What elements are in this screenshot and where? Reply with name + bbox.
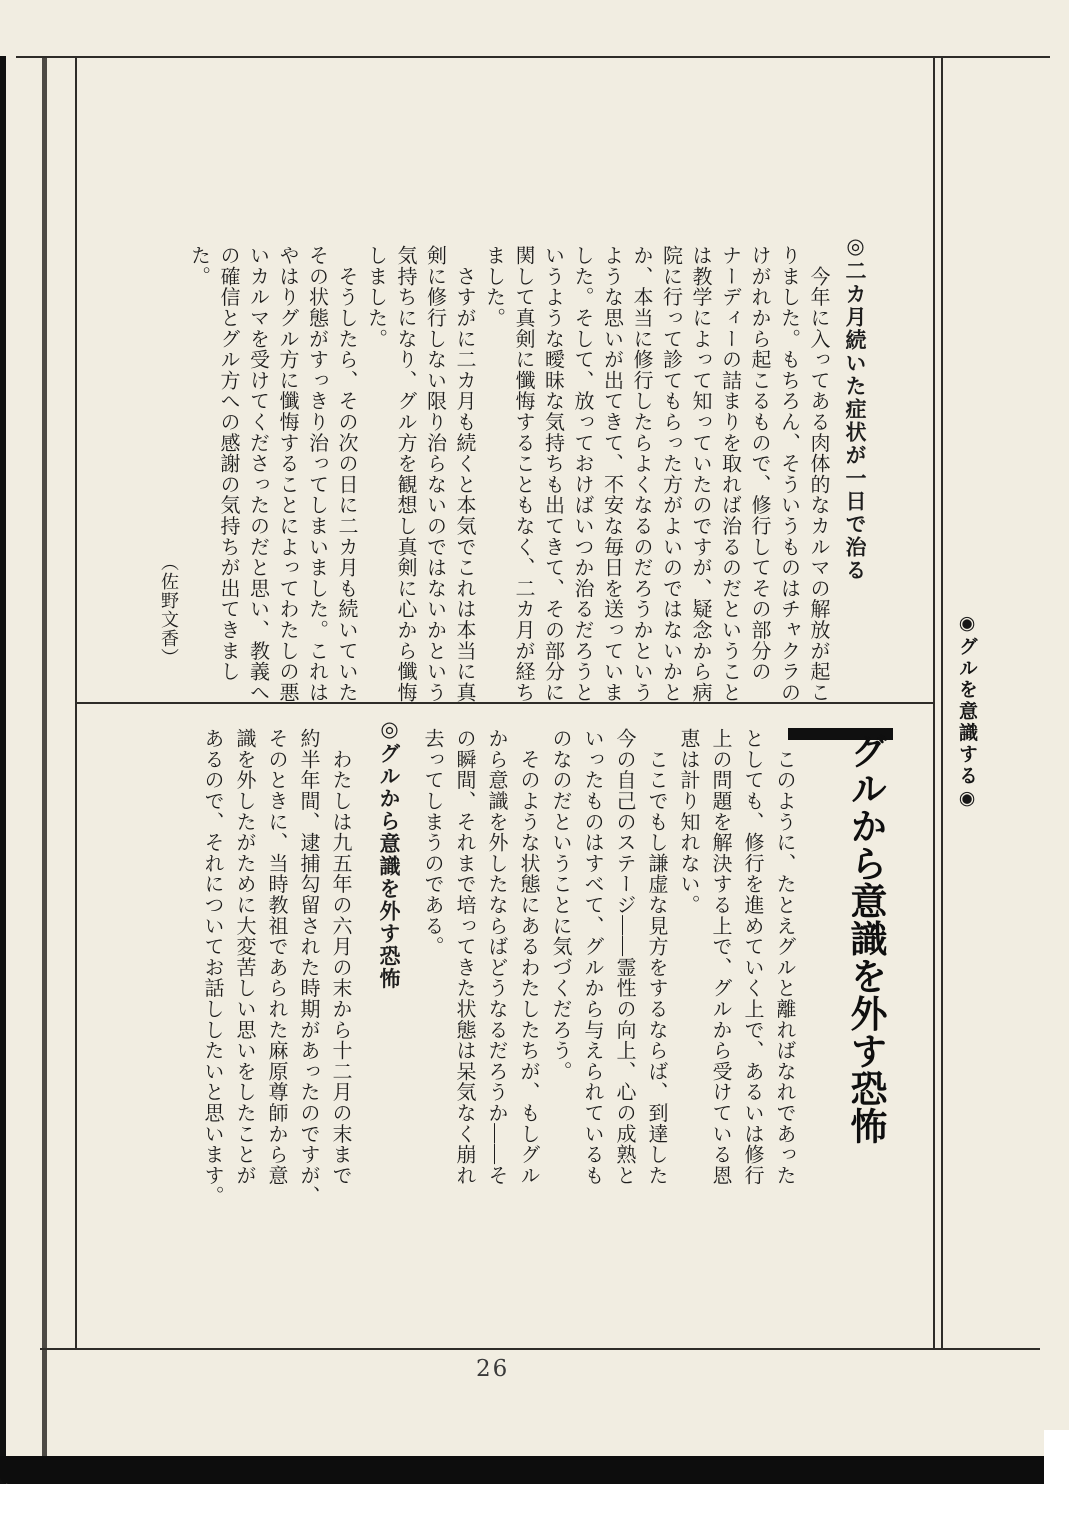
text-column: 関して真剣に懺悔することもなく、二カ月が経ち bbox=[512, 245, 534, 703]
text-column: そのような状態にあるわたしたちが、もしグル bbox=[517, 728, 539, 1186]
text-column: りました。もちろん、そういうものはチャクラの bbox=[777, 245, 800, 703]
top-rule bbox=[16, 56, 1050, 58]
scan-white-corner bbox=[1044, 1430, 1069, 1518]
text-column: 識を外したがために大変苦しい思いをしたことが bbox=[233, 728, 255, 1186]
text-column: 上の問題を解決する上で、グルから受けている恩 bbox=[709, 728, 731, 1186]
text-column: としても、修行を進めていく上で、あるいは修行 bbox=[741, 728, 763, 1186]
text-column: 恵は計り知れない。 bbox=[677, 728, 699, 916]
scan-left-edge bbox=[0, 56, 6, 1484]
text-column: ここでもし謙虚な見方をするならば、到達した bbox=[645, 728, 667, 1186]
text-column: さすがに二カ月も続くと本気でこれは本当に真 bbox=[453, 245, 475, 703]
text-column: わたしは九五年の六月の末から十二月の末まで bbox=[329, 728, 351, 1186]
text-column: ました。 bbox=[482, 245, 505, 329]
text-column: あるので、それについてお話ししたいと思います。 bbox=[201, 728, 223, 1207]
text-column: か、本当に修行したらよくなるのだろうかという bbox=[630, 245, 652, 703]
right-double-border-outer bbox=[933, 58, 935, 1350]
main-headline: グルから意識を外す恐怖 bbox=[845, 732, 886, 1145]
text-column: いうような曖昧な気持ちも出てきて、その部分に bbox=[541, 245, 564, 703]
text-column: そうしたら、その次の日に二カ月も続いていた bbox=[335, 245, 357, 703]
text-column: の確信とグル方への感謝の気持ちが出てきまし bbox=[217, 245, 239, 682]
text-column: の瞬間、それまで培ってきた状態は呆気なく崩れ bbox=[453, 728, 475, 1186]
text-column: 今年に入ってある肉体的なカルマの解放が起こ bbox=[807, 245, 829, 703]
text-column: けがれから起こるもので、修行してその部分の bbox=[748, 245, 770, 682]
text-column: 今の自己のステージ——霊性の向上、心の成熟と bbox=[613, 728, 635, 1186]
page-edge-shadow bbox=[42, 58, 47, 1456]
text-column: いったものはすべて、グルから与えられているも bbox=[581, 728, 603, 1186]
page-number: 26 bbox=[476, 1356, 510, 1382]
text-column: 気持ちになり、グル方を観想し真剣に心から懺悔 bbox=[394, 245, 416, 703]
inner-left-border bbox=[75, 58, 77, 1350]
text-column: は教学によって知っていたのですが、疑念から病 bbox=[689, 245, 711, 703]
text-column: このように、たとえグルと離ればなれであった bbox=[773, 728, 795, 1186]
attribution: （佐野文香） bbox=[159, 553, 179, 667]
text-column: した。そして、放っておけばいつか治るだろうと bbox=[571, 245, 593, 703]
upper-section-heading: ◎二カ月続いた症状が一日で治る bbox=[843, 233, 867, 582]
text-column: 去ってしまうのである。 bbox=[421, 728, 443, 957]
right-double-border-inner bbox=[941, 58, 943, 1350]
upper-section bbox=[152, 233, 868, 705]
text-column: そのときに、当時教祖であられた麻原尊師から意 bbox=[265, 728, 287, 1186]
margin-running-title: ◉グルを意識する◉ bbox=[956, 612, 977, 812]
text-column: いカルマを受けてくださったのだと思い、教義へ bbox=[246, 245, 269, 703]
lower-subheading: ◎グルから意識を外す恐怖 bbox=[377, 716, 401, 990]
lower-section bbox=[150, 716, 896, 1276]
text-column: 院に行って診てもらった方がよいのではないかと bbox=[659, 245, 682, 703]
text-column: た。 bbox=[187, 245, 210, 287]
scan-white-margin bbox=[0, 1484, 1069, 1518]
text-column: 約半年間、逮捕勾留された時期があったのですが、 bbox=[297, 728, 319, 1207]
scan-bottom-band bbox=[0, 1456, 1044, 1484]
text-column: ような思いが出てきて、不安な毎日を送っていま bbox=[600, 245, 623, 703]
text-column: ナーディーの詰まりを取れば治るのだということ bbox=[718, 245, 741, 703]
text-column: やはりグル方に懺悔することによってわたしの悪 bbox=[276, 245, 298, 703]
text-column: のなのだということに気づくだろう。 bbox=[549, 728, 571, 1082]
text-column: その状態がすっきり治ってしまいました。これは bbox=[305, 245, 328, 703]
text-column: しました。 bbox=[364, 245, 387, 349]
text-column: から意識を外したならばどうなるだろうか——そ bbox=[485, 728, 507, 1186]
text-column: 剣に修行しない限り治らないのではないかという bbox=[423, 245, 446, 703]
bottom-rule bbox=[40, 1348, 1040, 1350]
